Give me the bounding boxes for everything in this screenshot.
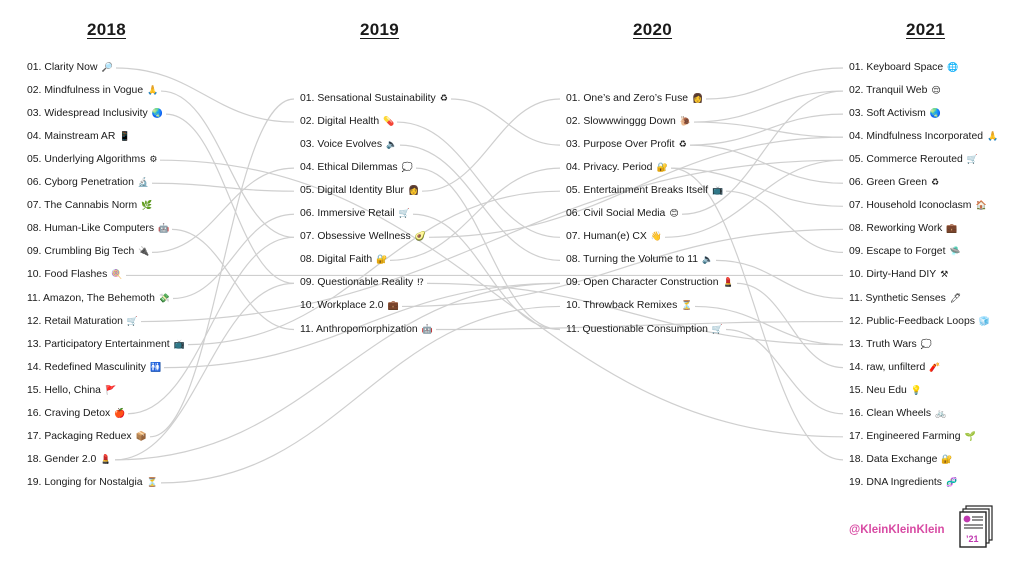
trend-item-2018-15: [27, 385, 116, 397]
trend-item-2021-15: [849, 385, 922, 397]
logo-text: ’21: [966, 534, 979, 544]
trend-label: 11. Anthropomorphization: [300, 323, 418, 335]
trend-label: 11. Synthetic Senses: [849, 292, 946, 304]
trend-label: 04. Ethical Dilemmas: [300, 162, 398, 174]
trend-item-2018-06: [27, 177, 149, 189]
trend-item-2019-11: [300, 324, 433, 336]
trend-item-2021-09: [849, 246, 961, 258]
person-icon: 👩: [407, 186, 420, 197]
trend-item-2018-18: [27, 454, 112, 466]
speaker-icon: 🔈: [386, 140, 398, 151]
trend-item-2020-07: [566, 231, 662, 243]
trend-link-2019-02-to-2020-07: [397, 122, 560, 237]
praying-hands-icon: 🙏: [147, 86, 159, 97]
trend-item-2019-06: [300, 208, 410, 220]
trend-item-2020-05: [566, 185, 723, 197]
trend-label: 09. Open Character Construction: [566, 277, 719, 289]
trend-label: 04. Mainstream AR: [27, 131, 116, 143]
trend-label: 16. Clean Wheels: [849, 407, 932, 419]
trend-label: 14. Redefined Masculinity: [27, 361, 146, 373]
thought-bubble-icon: 💭: [401, 163, 413, 174]
trend-label: 09. Questionable Reality: [300, 277, 414, 289]
trend-label: 08. Digital Faith: [300, 254, 373, 266]
trend-link-2020-07-to-2021-05: [665, 160, 843, 237]
person-icon: 👩: [692, 94, 704, 104]
trend-label: 07. Household Iconoclasm: [849, 200, 972, 212]
trend-label: 02. Digital Health: [300, 116, 380, 128]
trend-label: 13. Truth Wars: [849, 338, 917, 350]
phone-icon: 📱: [119, 132, 131, 143]
trend-item-2019-07: [300, 231, 426, 243]
trend-label: 06. Immersive Retail: [300, 208, 395, 220]
lipstick-icon: 💄: [722, 278, 734, 289]
trend-label: 03. Widespread Inclusivity: [27, 108, 148, 120]
trend-item-2021-18: [849, 454, 953, 466]
trend-label: 12. Retail Maturation: [27, 315, 123, 327]
trend-item-2018-07: [27, 200, 152, 212]
trend-item-2020-02: [566, 116, 691, 128]
trend-link-2018-17-to-2019-01: [150, 99, 294, 437]
trend-label: 08. Turning the Volume to 11: [566, 254, 699, 266]
trend-label: 08. Reworking Work: [849, 223, 943, 235]
trend-item-2021-13: [849, 339, 932, 351]
flag-icon: 🚩: [104, 385, 117, 396]
recycle-icon: ♻: [930, 178, 940, 189]
trend-item-2018-01: [27, 62, 113, 74]
year-header-2019: 2019: [360, 20, 400, 39]
speaker-icon: 🔈: [702, 255, 714, 266]
lollipop-icon: 🍭: [111, 270, 123, 281]
robot-icon: 🤖: [421, 324, 433, 335]
trend-label: 17. Packaging Reduex: [27, 430, 132, 442]
trend-label: 04. Mindfulness Incorporated: [849, 131, 984, 143]
trend-item-2018-05: [27, 154, 157, 166]
cube-icon: 🧊: [978, 316, 991, 327]
trend-item-2019-05: [300, 185, 419, 197]
dna-icon: 🧬: [946, 477, 958, 488]
trend-link-2020-09-to-2021-14: [737, 283, 843, 367]
trend-item-2018-14: [27, 362, 161, 374]
trend-label: 09. Escape to Forget: [849, 246, 946, 258]
package-icon: 📦: [135, 431, 147, 442]
trend-link-2020-05-to-2021-09: [726, 191, 843, 252]
trend-label: 08. Human-Like Computers: [27, 223, 155, 235]
trend-item-2020-06: [566, 208, 679, 220]
trend-item-2021-16: [849, 408, 946, 420]
trend-label: 05. Underlying Algorithms: [27, 154, 146, 166]
lock-icon: 🔐: [376, 255, 388, 266]
hourglass-icon: ⏳: [681, 301, 693, 312]
trend-label: 07. Obsessive Wellness: [300, 231, 411, 243]
trend-link-2020-02-to-2021-04: [694, 122, 843, 137]
globe-icon: 🌏: [151, 109, 163, 120]
trend-item-2018-12: [27, 316, 138, 328]
trend-label: 18. Data Exchange: [849, 453, 938, 465]
globe-icon: 🌏: [929, 109, 942, 120]
trend-label: 05. Entertainment Breaks Itself: [566, 185, 709, 197]
trend-label: 10. Dirty-Hand DIY: [849, 269, 937, 281]
trend-item-2021-14: [849, 362, 940, 374]
trend-item-2021-05: [849, 154, 978, 166]
interrobang-icon: ⁉: [417, 278, 424, 289]
trend-label: 06. Green Green: [849, 177, 927, 189]
trend-item-2020-03: [566, 139, 687, 151]
globe-icon: 🌐: [947, 63, 959, 73]
trend-item-2018-17: [27, 431, 147, 443]
trend-item-2019-03: [300, 139, 397, 151]
trend-item-2021-06: [849, 177, 939, 189]
hand-icon: 👋: [650, 232, 663, 243]
avocado-icon: 🥑: [414, 232, 426, 243]
trend-link-2018-02-to-2019-07: [161, 91, 294, 237]
trend-label: 07. The Cannabis Norm: [27, 200, 138, 212]
trend-label: 02. Tranquil Web: [849, 85, 928, 97]
gear-icon: ⚙: [149, 155, 158, 166]
trend-label: 17. Engineered Farming: [849, 430, 961, 442]
trend-label: 01. Keyboard Space: [849, 62, 944, 73]
briefcase-icon: 💼: [946, 224, 958, 235]
trend-label: 01. One’s and Zero’s Fuse: [566, 93, 689, 104]
trend-label: 11. Amazon, The Behemoth: [27, 292, 155, 304]
trend-item-2020-11: [566, 324, 723, 336]
recycle-icon: ♻: [678, 140, 687, 151]
trend-link-2018-16-to-2019-07: [128, 237, 294, 413]
magnifier-icon: 🔎: [101, 63, 113, 73]
trend-link-2019-01-to-2020-03: [451, 99, 560, 145]
tv-icon: 📺: [712, 186, 724, 197]
trend-link-2018-11-to-2019-06: [173, 214, 294, 298]
year-header-2018: 2018: [87, 20, 127, 39]
robot-icon: 🤖: [158, 224, 170, 235]
tv-icon: 📺: [173, 339, 185, 350]
author-handle[interactable]: @KleinKleinKlein: [849, 524, 945, 536]
lipstick-icon: 💄: [100, 454, 112, 465]
trend-label: 03. Soft Activism: [849, 108, 926, 120]
year-header-2020: 2020: [633, 20, 673, 39]
trend-link-2019-06-to-2020-11: [413, 214, 560, 329]
trend-item-2020-01: [566, 93, 703, 105]
lock-icon: 🔐: [656, 163, 668, 174]
trend-item-2019-02: [300, 116, 394, 128]
trend-label: 13. Participatory Entertainment: [27, 338, 170, 350]
firecracker-icon: 🧨: [929, 362, 941, 373]
trend-item-2020-09: [566, 277, 734, 289]
trend-label: 06. Cyborg Penetration: [27, 177, 134, 189]
trend-item-2021-01: [849, 62, 958, 74]
trend-label: 02. Mindfulness in Vogue: [27, 85, 144, 97]
trend-item-2021-03: [849, 108, 941, 120]
microscope-icon: 🔬: [137, 178, 150, 189]
pen-icon: 🖊: [949, 293, 962, 304]
trend-label: 18. Gender 2.0: [27, 453, 97, 465]
recycle-icon: ♻: [439, 94, 448, 104]
cart-icon: 🛒: [398, 209, 410, 220]
trend-item-2019-04: [300, 162, 413, 174]
cart-icon: 🛒: [126, 316, 139, 327]
bulb-icon: 💡: [910, 385, 922, 396]
trend-item-2020-10: [566, 300, 692, 312]
trend-item-2018-03: [27, 108, 163, 120]
smile-icon: 😊: [669, 209, 679, 220]
trend-item-2018-13: [27, 339, 185, 351]
trend-item-2021-04: [849, 131, 998, 143]
sprout-icon: 🌱: [964, 431, 976, 442]
trend-label: 03. Voice Evolves: [300, 139, 383, 151]
trend-item-2018-08: [27, 223, 169, 235]
trend-item-2019-10: [300, 300, 399, 312]
trend-label: 09. Crumbling Big Tech: [27, 246, 135, 258]
trend-label: 15. Hello, China: [27, 384, 101, 396]
trend-item-2019-01: [300, 93, 448, 105]
trend-item-2018-16: [27, 408, 125, 420]
trend-label: 11. Questionable Consumption: [566, 323, 708, 335]
ufo-icon: 🛸: [949, 247, 961, 258]
trend-link-2018-05-to-2021-17: [160, 160, 843, 437]
thought-bubble-icon: 💭: [920, 339, 932, 350]
money-wings-icon: 💸: [158, 293, 171, 304]
trend-item-2021-07: [849, 200, 987, 212]
snail-icon: 🐌: [679, 117, 691, 128]
trend-item-2021-02: [849, 85, 941, 97]
trend-link-2018-06-to-2019-05: [152, 183, 294, 191]
trend-label: 07. Human(e) CX: [566, 231, 647, 243]
trend-label: 12. Public-Feedback Loops: [849, 315, 975, 327]
cart-icon: 🛒: [966, 155, 978, 166]
trend-label: 01. Clarity Now: [27, 62, 98, 73]
trend-item-2020-04: [566, 162, 668, 174]
trend-item-2019-09: [300, 277, 424, 289]
trend-label: 06. Civil Social Media: [566, 208, 666, 220]
trend-item-2021-08: [849, 223, 958, 235]
trend-item-2018-04: [27, 131, 131, 143]
trend-label: 04. Privacy. Period: [566, 162, 653, 174]
trend-label: 02. Slowwwinggg Down: [566, 116, 676, 128]
trend-item-2021-17: [849, 431, 976, 443]
trend-item-2021-12: [849, 316, 990, 328]
trend-link-2019-05-to-2020-01: [422, 99, 560, 191]
trend-label: 10. Throwback Remixes: [566, 300, 678, 312]
restroom-icon: 🚻: [149, 362, 162, 373]
plug-icon: 🔌: [138, 247, 150, 258]
trend-label: 01. Sensational Sustainability: [300, 93, 436, 104]
trend-label: 10. Food Flashes: [27, 269, 108, 281]
trend-link-2018-03-to-2019-09: [166, 114, 294, 283]
tools-icon: ⚒: [940, 270, 949, 281]
apple-icon: 🍎: [114, 408, 126, 419]
praying-hands-icon: 🙏: [987, 132, 999, 143]
bicycle-icon: 🚲: [935, 408, 947, 419]
trend-item-2018-11: [27, 293, 170, 305]
trend-label: 10. Workplace 2.0: [300, 300, 384, 312]
trend-item-2021-11: [849, 293, 961, 305]
relieved-face-icon: 😌: [931, 86, 941, 97]
trend-item-2021-19: [849, 477, 957, 489]
trend-label: 05. Commerce Rerouted: [849, 154, 963, 166]
trend-link-2020-03-to-2021-03: [690, 114, 843, 145]
leaf-icon: 🌿: [141, 201, 153, 212]
trend-label: 16. Craving Detox: [27, 407, 111, 419]
year-header-2021: 2021: [906, 20, 946, 39]
trend-label: 14. raw, unfilterd: [849, 361, 926, 373]
trend-item-2018-09: [27, 246, 149, 258]
trend-label: 19. DNA Ingredients: [849, 476, 942, 488]
trend-label: 03. Purpose Over Profit: [566, 139, 675, 151]
trend-link-2018-08-to-2019-11: [172, 229, 294, 329]
document-stack-icon: [958, 505, 994, 549]
briefcase-icon: 💼: [387, 301, 399, 312]
house-icon: 🏠: [975, 201, 987, 212]
pill-icon: 💊: [383, 117, 395, 128]
trend-item-2020-08: [566, 254, 713, 266]
trend-item-2018-19: [27, 477, 158, 489]
trend-item-2019-08: [300, 254, 387, 266]
trend-item-2021-10: [849, 269, 948, 281]
lock-icon: 🔐: [941, 454, 953, 465]
trend-item-2018-10: [27, 269, 123, 281]
trend-link-2020-08-to-2021-11: [716, 260, 843, 298]
trend-link-2018-09-to-2019-04: [152, 168, 294, 252]
trend-label: 15. Neu Edu: [849, 384, 907, 396]
cart-icon: 🛒: [711, 324, 724, 335]
trend-item-2018-02: [27, 85, 158, 97]
trend-label: 19. Longing for Nostalgia: [27, 476, 143, 488]
hourglass-icon: ⏳: [146, 477, 158, 488]
trend-label: 05. Digital Identity Blur: [300, 185, 404, 197]
